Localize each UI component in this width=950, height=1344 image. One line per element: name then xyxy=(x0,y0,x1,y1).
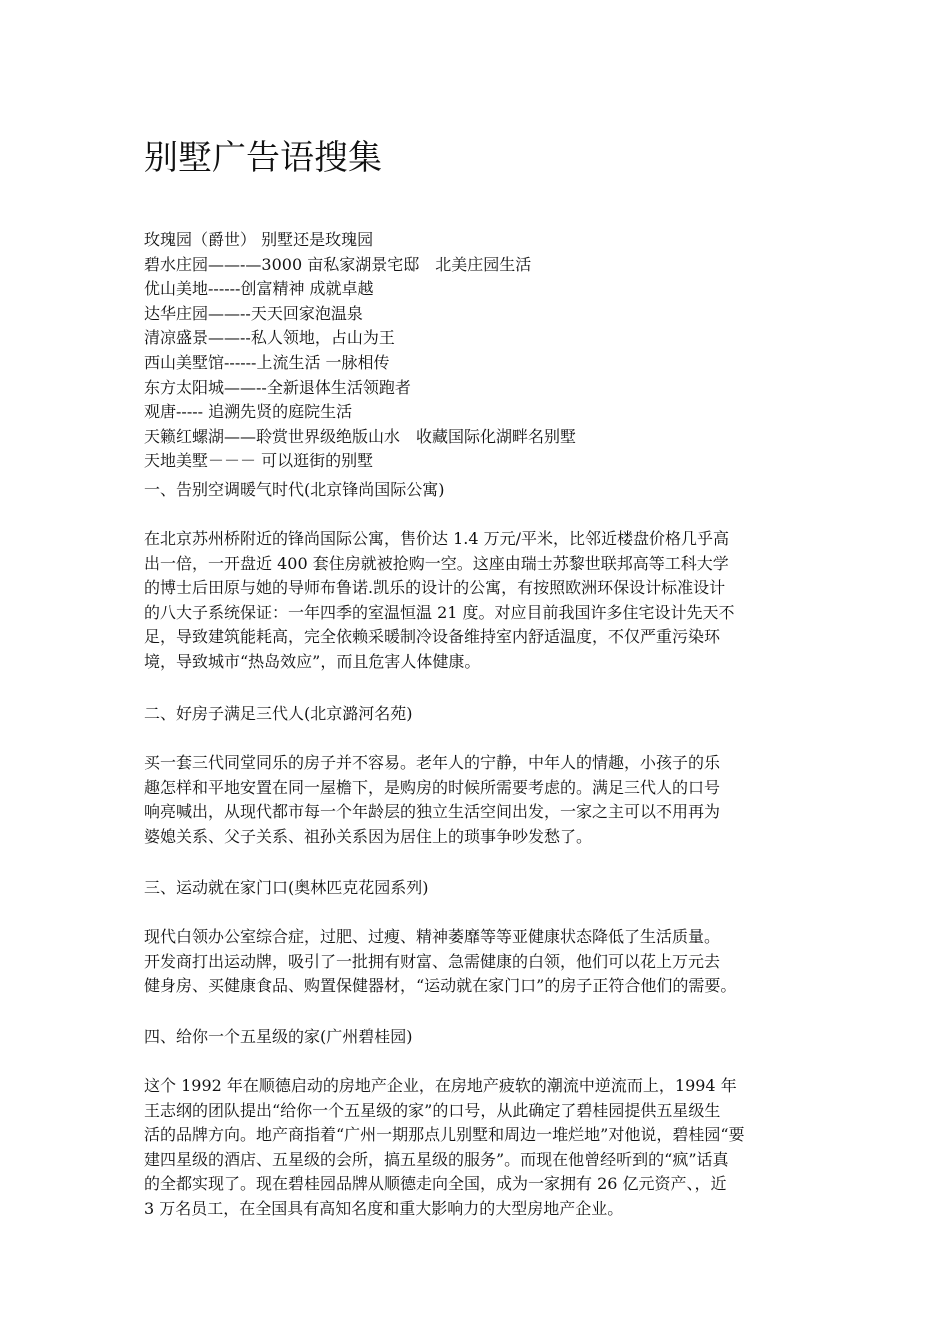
slogan-item: 天地美墅－－－ 可以逛街的别墅 xyxy=(144,451,374,471)
section-heading: 三、运动就在家门口(奥林匹克花园系列) xyxy=(144,878,429,897)
paragraph-line: 在北京苏州桥附近的锋尚国际公寓，售价达 1.4 万元/平米，比邻近楼盘价格几乎高 xyxy=(144,529,730,548)
paragraph-line: 这个 1992 年在顺德启动的房地产企业，在房地产疲软的潮流中逆流而上，1994 年 xyxy=(144,1076,737,1095)
slogan-item: 清凉盛景——--私人领地，占山为王 xyxy=(144,328,395,348)
paragraph-line: 买一套三代同堂同乐的房子并不容易。老年人的宁静，中年人的情趣，小孩子的乐 xyxy=(144,753,721,772)
section-paragraph xyxy=(144,751,809,849)
slogan-list xyxy=(144,228,824,474)
paragraph-line: 趣怎样和平地安置在同一屋檐下，是购房的时候所需要考虑的。满足三代人的口号 xyxy=(144,777,721,797)
paragraph-line: 开发商打出运动牌，吸引了一批拥有财富、急需健康的白领，他们可以花上万元去 xyxy=(144,951,721,971)
section-paragraph xyxy=(144,1074,809,1221)
paragraph-line: 健身房、买健康食品、购置保健器材，“运动就在家门口”的房子正符合他们的需要。 xyxy=(144,976,737,995)
paragraph-line: 境，导致城市“热岛效应”，而且危害人体健康。 xyxy=(144,651,481,671)
slogan-item: 西山美墅馆------上流生活 一脉相传 xyxy=(144,352,390,372)
section-paragraph xyxy=(144,925,809,999)
slogan-item: 天籁红螺湖——聆赏世界级绝版山水 收藏国际化湖畔名别墅 xyxy=(144,426,577,446)
slogan-item: 观唐----- 追溯先贤的庭院生活 xyxy=(144,402,353,422)
paragraph-line: 的全都实现了。现在碧桂园品牌从顺德走向全国，成为一家拥有 26 亿元资产、，近 xyxy=(144,1174,727,1193)
paragraph-line: 的八大子系统保证：一年四季的室温恒温 21 度。对应目前我国许多住宅设计先天不 xyxy=(144,602,735,622)
paragraph-line: 婆媳关系、父子关系、祖孙关系因为居住上的琐事争吵发愁了。 xyxy=(144,826,593,846)
slogan-item: 达华庄园——--天天回家泡温泉 xyxy=(144,303,363,323)
slogan-item: 碧水庄园——-—3000 亩私家湖景宅邸 北美庄园生活 xyxy=(144,254,532,274)
paragraph-line: 3 万名员工，在全国具有高知名度和重大影响力的大型房地产企业。 xyxy=(144,1198,624,1218)
section-heading: 二、好房子满足三代人(北京潞河名苑) xyxy=(144,704,413,723)
section-paragraph xyxy=(144,527,809,674)
paragraph-line: 的博士后田原与她的导师布鲁诺.凯乐的设计的公寓，有按照欧洲环保设计标准设计 xyxy=(144,578,726,597)
section-heading: 一、告别空调暖气时代(北京锋尚国际公寓) xyxy=(144,480,445,499)
paragraph-line: 足，导致建筑能耗高，完全依赖采暖制冷设备维持室内舒适温度，不仅严重污染环 xyxy=(144,627,721,646)
paragraph-line: 活的品牌方向。地产商指着“广州一期那点儿别墅和周边一堆烂地”对他说，碧桂园“要 xyxy=(144,1125,745,1144)
paragraph-line: 王志纲的团队提出“给你一个五星级的家”的口号，从此确定了碧桂园提供五星级生 xyxy=(144,1100,721,1120)
section-heading: 四、给你一个五星级的家(广州碧桂园) xyxy=(144,1027,413,1046)
paragraph-line: 建四星级的酒店、五星级的会所，搞五星级的服务”。而现在他曾经听到的“疯”话真 xyxy=(144,1149,729,1169)
paragraph-line: 现代白领办公室综合症，过肥、过瘦、精神萎靡等等亚健康状态降低了生活质量。 xyxy=(144,927,721,946)
slogan-item: 东方太阳城——--全新退体生活领跑者 xyxy=(144,377,411,397)
paragraph-line: 出一倍，一开盘近 400 套住房就被抢购一空。这座由瑞士苏黎世联邦高等工科大学 xyxy=(144,553,729,573)
document-title: 别墅广告语搜集 xyxy=(144,138,382,178)
slogan-item: 玫瑰园（爵世） 别墅还是玫瑰园 xyxy=(144,230,374,249)
paragraph-line: 响亮喊出，从现代都市每一个年龄层的独立生活空间出发，一家之主可以不用再为 xyxy=(144,802,721,821)
slogan-item: 优山美地------创富精神 成就卓越 xyxy=(144,279,374,299)
